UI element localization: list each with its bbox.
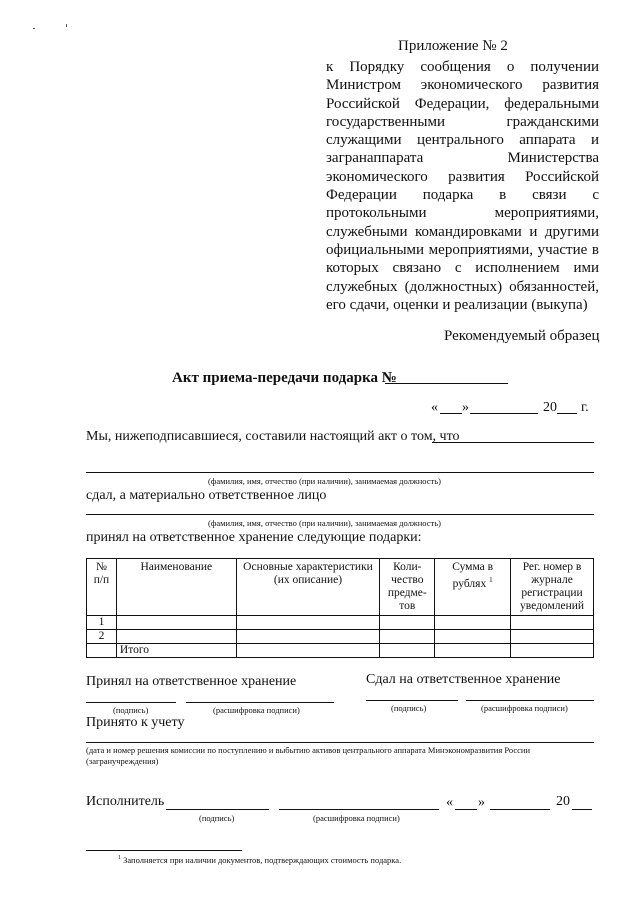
cell-reg-number[interactable]	[511, 644, 594, 658]
act-number-field[interactable]	[385, 383, 508, 384]
executor-year-field[interactable]	[572, 809, 592, 810]
footnote-marker: 1	[489, 576, 493, 584]
appendix-title: Приложение № 2	[398, 38, 508, 54]
cell-number: 1	[87, 616, 117, 630]
executor-date-open-quote: «	[446, 795, 453, 810]
date-open-quote: «	[431, 400, 438, 415]
cell-reg-number[interactable]	[511, 616, 594, 630]
column-header-description: Основные характеристики (их описание)	[236, 559, 380, 616]
cell-reg-number[interactable]	[511, 630, 594, 644]
cell-amount[interactable]	[435, 644, 511, 658]
column-header-amount	[435, 559, 511, 616]
footnote-number: 1	[118, 855, 121, 862]
decision-field[interactable]	[86, 742, 594, 743]
statement-field[interactable]	[432, 442, 594, 443]
date-day-field[interactable]	[440, 413, 462, 414]
scan-speck	[66, 24, 67, 27]
cell-quantity[interactable]	[380, 644, 435, 658]
table-row	[87, 630, 594, 644]
date-year-prefix: 20	[543, 400, 557, 415]
cell-number	[87, 644, 117, 658]
decode-hint: (расшифровка подписи)	[313, 813, 400, 823]
signature-hint: (подпись)	[199, 813, 235, 823]
date-year-suffix: г.	[581, 400, 589, 415]
decode-hint: (расшифровка подписи)	[213, 705, 300, 715]
column-header-number: № п/п	[87, 559, 117, 616]
accepted-storage-label: Принял на ответственное хранение	[86, 674, 297, 689]
executor-date-close-quote: »	[478, 795, 485, 810]
decode-hint: (расшифровка подписи)	[481, 703, 568, 713]
column-header-reg-number: Рег. номер в журнале регистрации уведомлений	[511, 559, 594, 616]
cell-name[interactable]	[116, 630, 236, 644]
accepted-gifts-text: принял на ответственное хранение следующие подарки:	[86, 530, 422, 545]
footnote	[118, 855, 401, 865]
table-total-row	[87, 644, 594, 658]
recommended-sample-label: Рекомендуемый образец	[444, 328, 600, 344]
table-header-row	[87, 559, 594, 616]
footnote-text: Заполняется при наличии документов, подтверждающих стоимость подарка.	[123, 855, 402, 865]
giver-signature-field[interactable]	[366, 700, 458, 701]
statement-text: Мы, нижеподписавшиеся, составили настоящий акт о том, что	[86, 429, 460, 444]
column-header-quantity: Коли-чество предме-тов	[380, 559, 435, 616]
giver-name-field[interactable]	[86, 472, 594, 473]
signature-hint: (подпись)	[391, 703, 427, 713]
cell-quantity[interactable]	[380, 630, 435, 644]
date-year-field[interactable]	[557, 413, 577, 414]
executor-date-day-field[interactable]	[455, 809, 477, 810]
cell-amount[interactable]	[435, 630, 511, 644]
date-close-quote: »	[462, 400, 469, 415]
executor-decode-field[interactable]	[279, 809, 439, 810]
accounting-label: Принято к учету	[86, 715, 185, 730]
column-header-amount-label: Сумма в рублях	[452, 561, 494, 590]
executor-date-month-field[interactable]	[490, 809, 550, 810]
giver-decode-field[interactable]	[466, 700, 594, 701]
fio-hint: (фамилия, имя, отчество (при наличии), занимаемая должность)	[208, 518, 441, 528]
executor-signature-field[interactable]	[166, 809, 269, 810]
footnote-separator	[86, 850, 242, 851]
date-month-field[interactable]	[470, 413, 538, 414]
cell-number: 2	[87, 630, 117, 644]
handed-storage-label: Сдал на ответственное хранение	[366, 672, 561, 687]
handed-over-text: сдал, а материально ответственное лицо	[86, 488, 327, 503]
receiver-name-field[interactable]	[86, 514, 594, 515]
cell-amount[interactable]	[435, 616, 511, 630]
cell-total-label: Итого	[116, 644, 236, 658]
fio-hint: (фамилия, имя, отчество (при наличии), занимаемая должность)	[208, 476, 441, 486]
cell-description[interactable]	[236, 616, 380, 630]
act-title: Акт приема-передачи подарка №	[172, 370, 397, 386]
cell-description[interactable]	[236, 644, 380, 658]
gifts-table	[86, 558, 594, 658]
acceptor-decode-field[interactable]	[186, 702, 334, 703]
signature-hint: (подпись)	[113, 705, 149, 715]
decision-hint: (дата и номер решения комиссии по поступлению и выбытию активов центрального аппарата Минэкономразвития России (загранучреждения)	[86, 745, 531, 766]
cell-quantity[interactable]	[380, 616, 435, 630]
executor-label: Исполнитель	[86, 794, 165, 809]
appendix-description: к Порядку сообщения о получении Министром экономического развития Российской Федерации, федеральными государственными гражданскими служащими центрального аппарата и загранаппарата Министерства экономического развития Российской Федерации подарка в связи с протокольными мероприятиями, служебными командировками и другими официальными мероприятиями, участие в которых связано с исполнением ими служебных (должностных) обязанностей, его сдачи, оценки и реализации (выкупа)	[326, 59, 599, 313]
cell-description[interactable]	[236, 630, 380, 644]
column-header-name: Наименование	[116, 559, 236, 616]
cell-name[interactable]	[116, 616, 236, 630]
table-row	[87, 616, 594, 630]
executor-year-prefix: 20	[556, 794, 570, 809]
scan-speck	[33, 28, 35, 29]
acceptor-signature-field[interactable]	[86, 702, 176, 703]
